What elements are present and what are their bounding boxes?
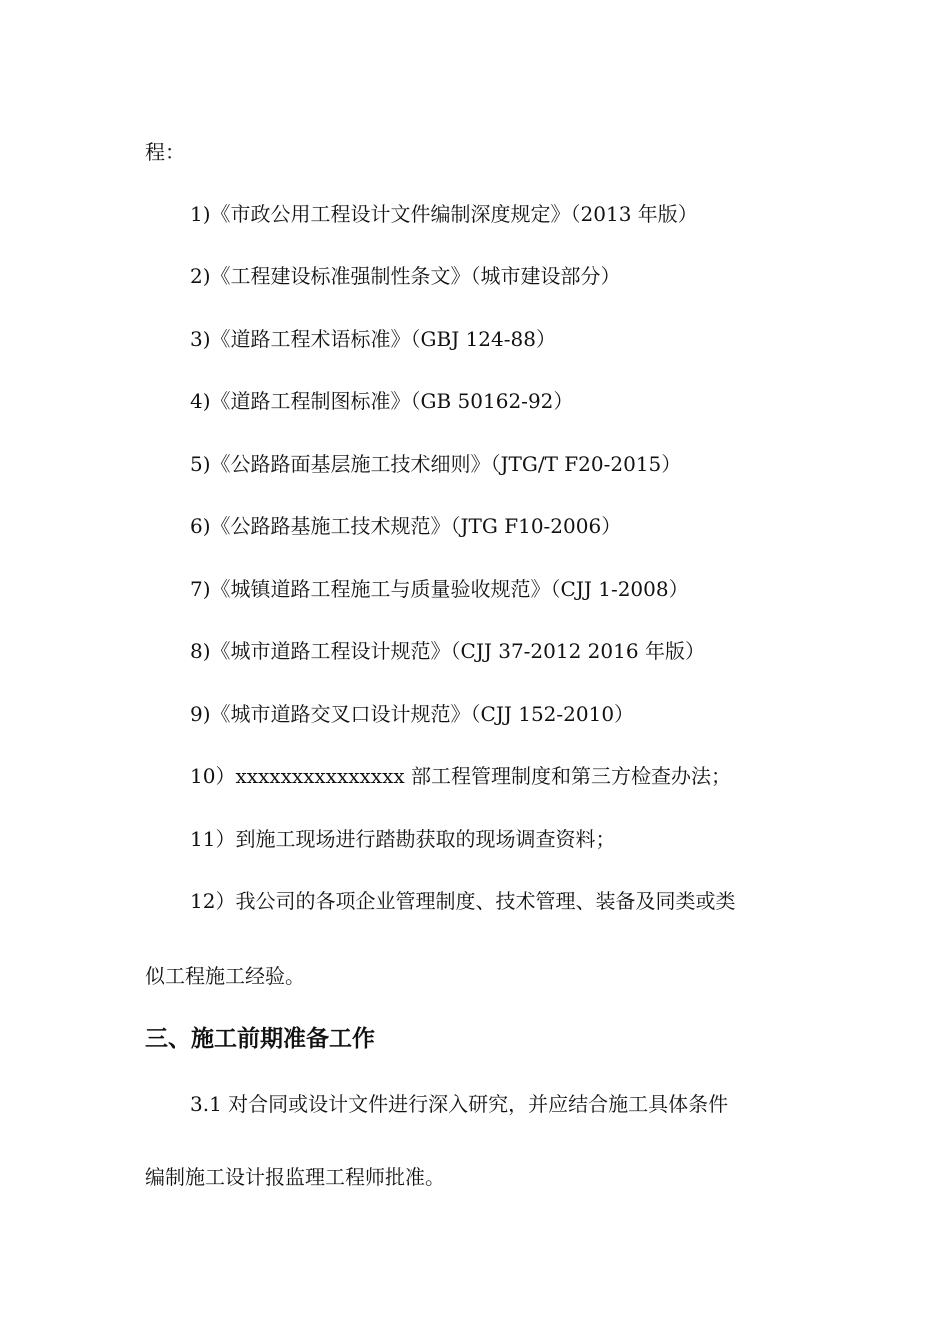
paragraph-3-1: 3.1 对合同或设计文件进行深入研究，并应结合施工具体条件 bbox=[190, 1092, 729, 1116]
list-item-10: 10）xxxxxxxxxxxxxxx 部工程管理制度和第三方检查办法； bbox=[190, 764, 731, 788]
section-heading: 三、施工前期准备工作 bbox=[145, 1026, 375, 1052]
list-item-2: 2)《工程建设标准强制性条文》（城市建设部分） bbox=[190, 264, 621, 288]
list-item-3: 3)《道路工程术语标准》（GBJ 124-88） bbox=[190, 327, 556, 351]
text-line-continuation: 程： bbox=[145, 140, 185, 164]
list-item-9: 9)《城市道路交叉口设计规范》（CJJ 152-2010） bbox=[190, 702, 635, 726]
list-item-4: 4)《道路工程制图标准》（GB 50162-92） bbox=[190, 389, 574, 413]
list-item-5: 5)《公路路面基层施工技术细则》（JTG/T F20-2015） bbox=[190, 452, 682, 476]
list-item-12: 12）我公司的各项企业管理制度、技术管理、装备及同类或类 bbox=[190, 889, 736, 913]
list-item-8: 8)《城市道路工程设计规范》（CJJ 37-2012 2016 年版） bbox=[190, 639, 705, 663]
list-item-11: 11）到施工现场进行踏勘获取的现场调查资料； bbox=[190, 827, 616, 851]
list-item-12-continuation: 似工程施工经验。 bbox=[145, 964, 305, 988]
list-item-1: 1)《市政公用工程设计文件编制深度规定》（2013 年版） bbox=[190, 202, 698, 226]
list-item-7: 7)《城镇道路工程施工与质量验收规范》（CJJ 1-2008） bbox=[190, 577, 689, 601]
paragraph-3-1-continuation: 编制施工设计报监理工程师批准。 bbox=[145, 1165, 445, 1189]
list-item-6: 6)《公路路基施工技术规范》（JTG F10-2006） bbox=[190, 514, 622, 538]
